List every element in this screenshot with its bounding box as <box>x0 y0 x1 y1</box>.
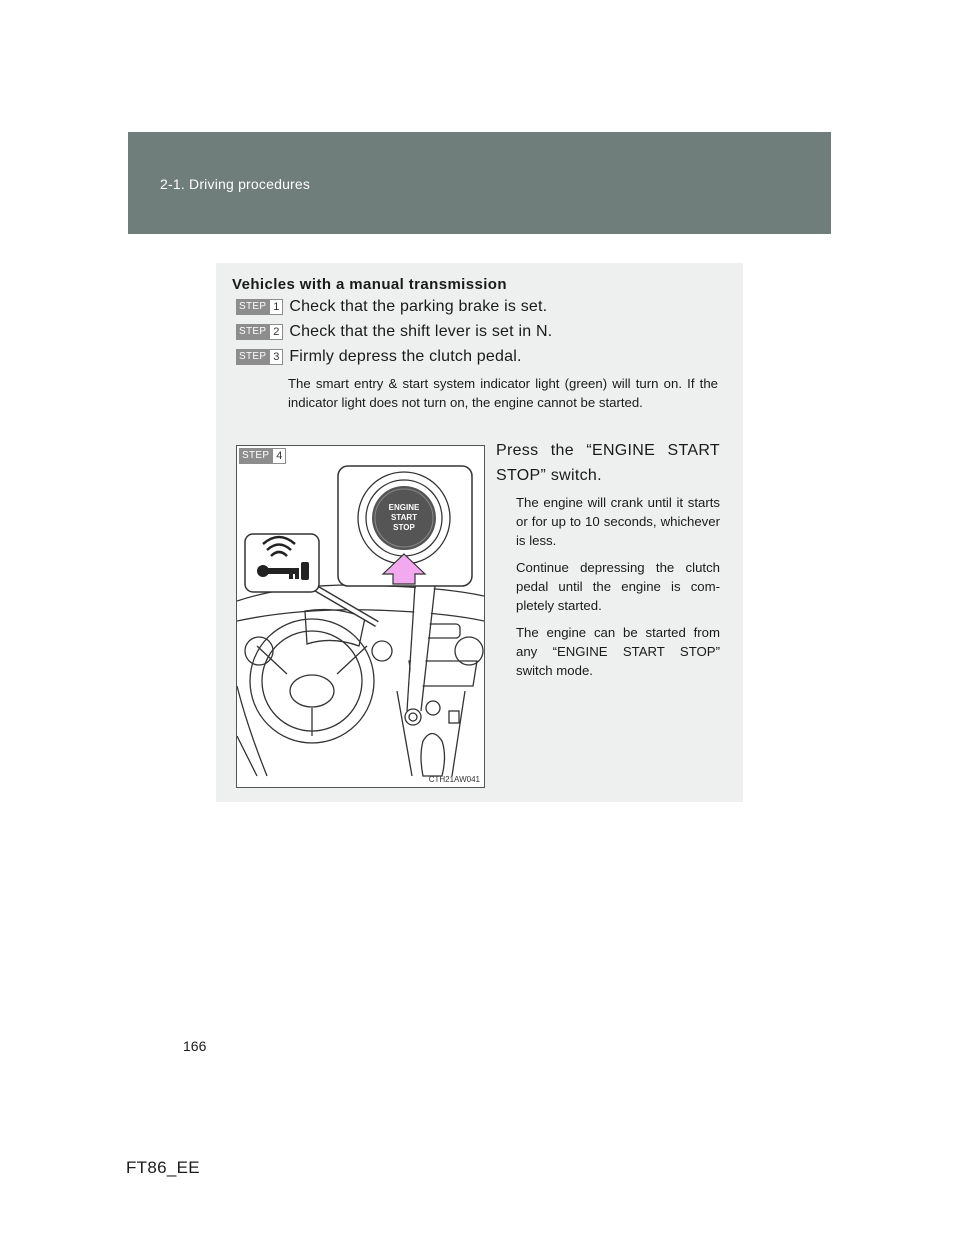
section-title: 2-1. Driving procedures <box>160 176 311 192</box>
step-3 <box>236 348 522 366</box>
step-3-note: The smart entry & start system indicator light (green) will turn on. If the indicator light does not turn on, the engine cannot be started. <box>288 376 718 410</box>
step-4-badge: STEP 4 <box>239 448 286 464</box>
section-heading: Vehicles with a manual transmission <box>232 276 507 293</box>
figure-code: CTH21AW041 <box>428 775 480 784</box>
step-2 <box>236 323 552 341</box>
step-badge: STEP 1 <box>236 299 283 315</box>
step-text: Check that the shift lever is set in N. <box>289 323 553 340</box>
step-4-text: Press the “ENGINE START STOP” switch. <box>496 442 720 484</box>
step-4-note-1: The engine will crank until it starts or for up to 10 seconds, whichever is less. <box>516 495 720 548</box>
step-badge: STEP 2 <box>236 324 283 340</box>
illustration-engine-start-button <box>236 445 485 788</box>
dashboard-illustration <box>237 446 484 787</box>
step-1 <box>236 298 547 316</box>
step-4-note-3: The engine can be started from any “ENGINE START STOP” switch mode. <box>516 625 720 678</box>
step-badge: STEP 3 <box>236 349 283 365</box>
step-text: Firmly depress the clutch pedal. <box>289 348 522 365</box>
button-label-line-3: STOP <box>393 523 415 532</box>
document-code: FT86_EE <box>126 1158 200 1177</box>
button-label-line-1: ENGINE <box>388 503 420 512</box>
step-4-note-2: Continue depressing the clutch pedal until the engine is com-pletely started. <box>516 560 720 613</box>
page-number: 166 <box>183 1038 207 1054</box>
button-label-line-2: START <box>390 513 418 522</box>
step-text: Check that the parking brake is set. <box>289 298 548 315</box>
section-header-bar <box>128 132 831 234</box>
